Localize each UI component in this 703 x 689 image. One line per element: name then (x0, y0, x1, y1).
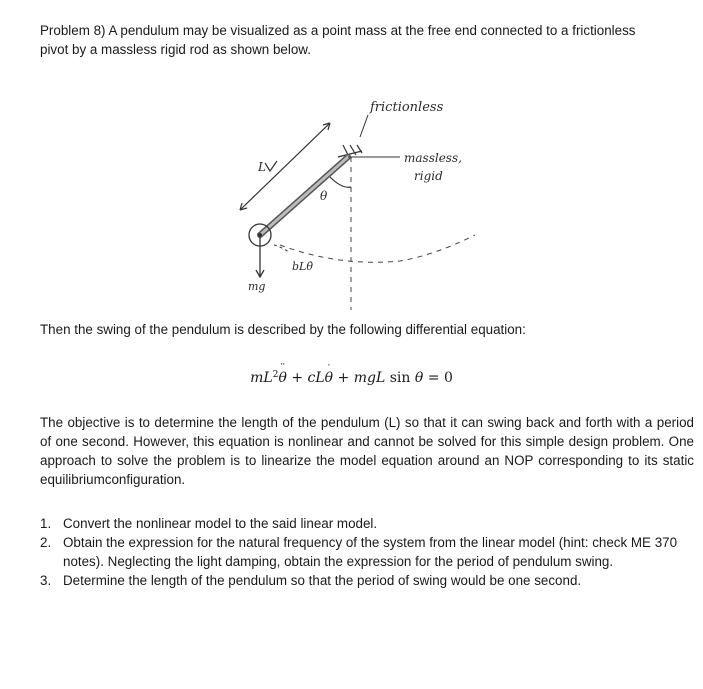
task-number: 3. (40, 573, 52, 588)
label-massless: massless, (404, 151, 462, 165)
mg-arrow (256, 235, 264, 277)
task-list (40, 514, 680, 590)
label-L: L (258, 160, 266, 174)
swing-path (280, 235, 475, 262)
length-dimension (240, 123, 330, 210)
problem-intro: Problem 8) A pendulum may be visualized as a point mass at the free end connected to a frictionless pivot by a massless rigid rod as shown below. (40, 23, 636, 57)
task-number: 1. (40, 516, 52, 531)
theta-arc (330, 177, 351, 187)
eq-equals-zero: = 0 (423, 370, 453, 386)
eq-plus-2: + (333, 370, 354, 386)
eq-L: L (263, 370, 273, 386)
differential-equation (0, 366, 703, 388)
pendulum-rod (260, 157, 348, 235)
task-text: Convert the nonlinear model to the said linear model. (63, 516, 378, 531)
task-text: Obtain the expression for the natural frequency of the system from the linear model (hint: check ME 370 notes). Neglecting the light damping, obtain the expression for the period of pendulum swing. (63, 535, 678, 569)
label-bLtheta-dot: bLθ̇ (292, 260, 313, 273)
eq-mgL: mgL (353, 370, 386, 386)
task-item (40, 514, 680, 533)
label-rigid: rigid (414, 169, 443, 183)
eq-m: m (250, 370, 264, 386)
task-number: 2. (40, 535, 52, 550)
task-item (40, 533, 680, 571)
eq-c: c (307, 370, 316, 386)
label-frictionless: frictionless (370, 100, 444, 115)
eq-theta: θ (414, 370, 424, 386)
label-theta: θ (320, 189, 328, 203)
eq-L-damping: L (315, 370, 325, 386)
pendulum-diagram (220, 85, 520, 310)
frictionless-pointer (360, 115, 368, 137)
eq-square: 2 (272, 370, 279, 380)
task-item (40, 571, 680, 590)
label-mg: mg (248, 280, 266, 293)
eq-sin: sin (385, 370, 415, 386)
equation-intro: Then the swing of the pendulum is described by the following differential equation: (40, 322, 526, 337)
objective-paragraph: The objective is to determine the length of the pendulum (L) so that it can swing back and forth with a period of one second. However, this equation is nonlinear and cannot be solved for this simple design problem. One approach to solve the problem is to linearize the model equation around an NOP corresponding to its static equilibriumconfiguration. (40, 415, 694, 487)
eq-theta-dot: θ ˙ (325, 369, 333, 388)
eq-plus: + (286, 370, 308, 386)
eq-theta-ddot: θ ¨ (278, 369, 286, 388)
task-text: Determine the length of the pendulum so that the period of swing would be one second. (63, 573, 582, 588)
